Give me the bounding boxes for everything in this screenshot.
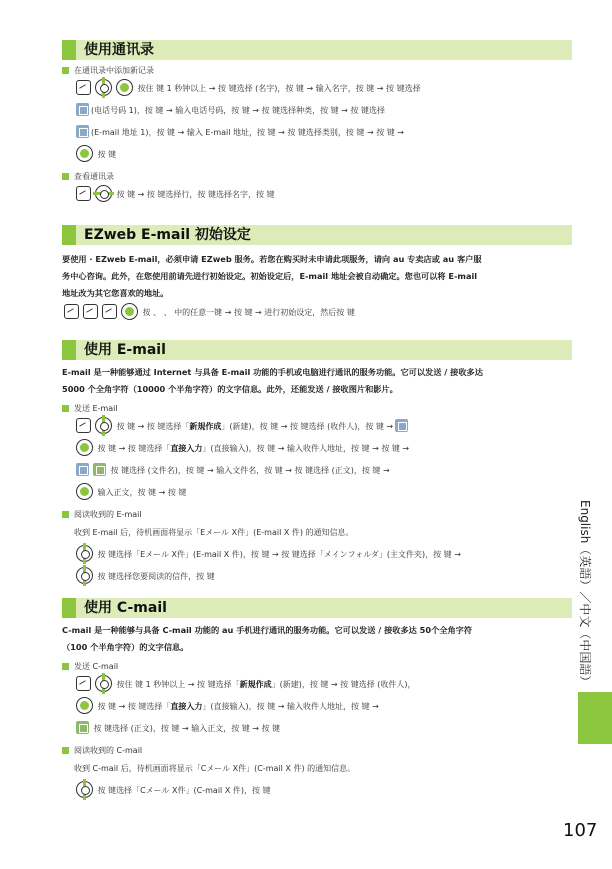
info-line: 收到 E-mail 后，待机画面将显示「Eメール X件」(E-mail X 件) 的通知信息。 [74,528,354,537]
section-header [62,225,572,245]
step-line: 按 键选择您要阅读的信件，按 键 [62,566,572,588]
filename-icon [76,463,89,476]
section-title: 使用通讯录 [84,42,154,58]
step-line: 按 键 → 按 键选择「直接入力」(直接输入)，按 键 → 输入收件人地址，按 键 → [62,696,572,718]
section-title: 使用 E-mail [84,342,166,358]
nav-key-icon [95,185,112,202]
phone-icon [76,103,89,116]
mail-address-icon [76,125,89,138]
page-number: 107 [563,820,598,841]
key-button-icon [76,186,91,201]
side-language-label: English（英語）／中文（中国語） [578,500,592,688]
step-line: (电话号码 1)，按 键 → 输入电话号码，按 键 → 按 键选择种类，按 键 → 按 键选择 [62,100,572,122]
section-header [62,598,572,618]
step-line: 按 键选择「Cメール X件」(C-mail X 件)，按 键 [62,780,572,802]
paragraph: 要使用 · EZweb E-mail，必须申请 EZweb 服务。若您在购买时未申请此项服务，请向 au 专卖店或 au 客户服 务中心咨询。此外，在您使用前请先进行初始设定。初始设定后，E-mail 地址会被自动确定。您也可以将 E-mail 地址改为其它您喜欢的地址。 [62,254,482,298]
center-key-icon [76,439,93,456]
recipient-icon [395,419,408,432]
center-key-icon [76,145,93,162]
step-line: 按住 键 1 秒钟以上 → 按 键选择「新規作成」(新建)，按 键 → 按 键选择 (收件人)， [62,674,572,696]
section-header [62,40,572,60]
bullet-add-contact: 在通讯录中添加新记录 [62,63,572,78]
step-line: 按 键 → 按 键选择「新規作成」(新建)，按 键 → 按 键选择 (收件人)，按 键 → [62,416,572,438]
info-line: 收到 C-mail 后，待机画面将显示「Cメール X件」(C-mail X 件) 的通知信息。 [74,764,356,773]
key-button-icon [76,80,91,95]
center-key-icon [76,697,93,714]
nav-key-icon [95,675,112,692]
body-text-icon [93,463,106,476]
nav-key-icon [76,567,93,584]
center-key-icon [116,79,133,96]
step-line: 按 键 → 按 键选择行，按 键选择名字，按 键 [62,184,572,206]
key-button-icon [64,304,79,319]
section-title: 使用 C-mail [84,600,167,616]
step-line: 按 键 [62,144,572,166]
step-line: 按 键选择 (正文)，按 键 → 输入正文，按 键 → 按 键 [62,718,572,740]
step-line: 按 键 → 按 键选择「直接入力」(直接输入)，按 键 → 输入收件人地址，按 键 → 按 键 → [62,438,572,460]
bullet-read-email: 阅读收到的 E-mail [62,507,572,522]
side-accent-block [578,692,612,744]
section-title: EZweb E-mail 初始设定 [84,227,251,243]
nav-key-icon [76,545,93,562]
key-button-icon [76,676,91,691]
center-key-icon [76,483,93,500]
body-text-icon [76,721,89,734]
step-line: 输入正文，按 键 → 按 键 [62,482,572,504]
bullet-send-cmail: 发送 C-mail [62,659,572,674]
bullet-view-contacts: 查看通讯录 [62,169,572,184]
step-line: 按 键选择「Eメール X件」(E-mail X 件)，按 键 → 按 键选择「メインフォルダ」(主文件夹)，按 键 → [62,544,572,566]
section-email [62,340,572,588]
step-line: 按住 键 1 秒钟以上 → 按 键选择 (名字)，按 键 → 输入名字，按 键 → 按 键选择 [62,78,572,100]
step-line: (E-mail 地址 1)，按 键 → 输入 E-mail 地址，按 键 → 按 键选择类别，按 键 → 按 键 → [62,122,572,144]
key-button-icon [102,304,117,319]
bullet-read-cmail: 阅读收到的 C-mail [62,743,572,758]
key-button-icon [83,304,98,319]
nav-key-icon [95,79,112,96]
nav-key-icon [76,781,93,798]
section-contacts [62,40,572,206]
step-line: 按 键选择 (文件名)，按 键 → 输入文件名，按 键 → 按 键选择 (正文)，按 键 → [62,460,572,482]
bullet-send-email: 发送 E-mail [62,401,572,416]
paragraph: E-mail 是一种能够通过 Internet 与具备 E-mail 功能的手机或电脑进行通讯的服务功能。它可以发送 / 接收多达 5000 个全角字符（10000 个半角字符）的文字信息。此外，还能发送 / 接收图片和影片。 [62,367,483,394]
nav-key-icon [95,417,112,434]
section-ezweb [62,225,572,324]
step-line: 按 、 、 中的任意一键 → 按 键 → 进行初始设定，然后按 键 [62,302,572,324]
section-cmail [62,598,572,802]
key-button-icon [76,418,91,433]
center-key-icon [121,303,138,320]
section-header [62,340,572,360]
paragraph: C-mail 是一种能够与具备 C-mail 功能的 au 手机进行通讯的服务功能。它可以发送 / 接收多达 50个全角字符 （100 个半角字符）的文字信息。 [62,625,473,652]
